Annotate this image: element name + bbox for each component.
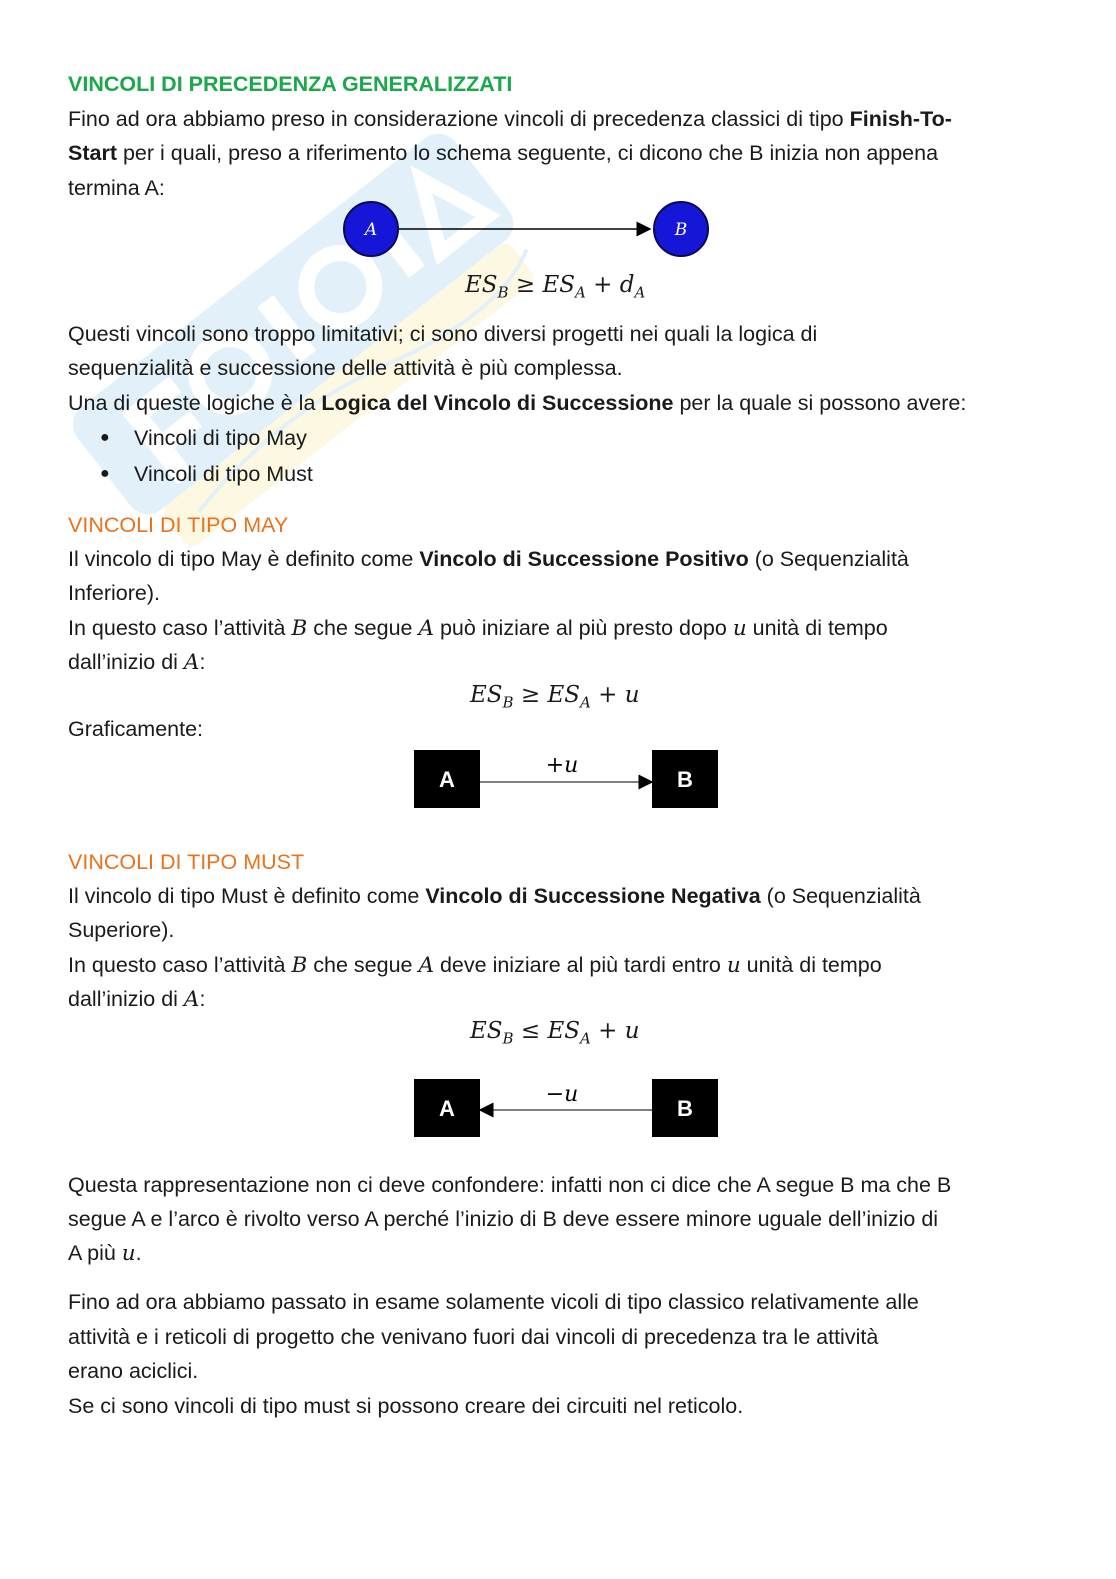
eq-term: + u	[590, 682, 640, 708]
paragraph-line: Superiore).	[68, 918, 175, 942]
paragraph-line: Se ci sono vincoli di tipo must si possono creare dei circuiti nel reticolo.	[68, 1394, 744, 1418]
eq-operator: ≥	[513, 682, 548, 708]
text-span: deve iniziare al più tardi entro	[434, 953, 727, 977]
may-constraint-diagram	[412, 748, 722, 810]
section-heading-must: VINCOLI DI TIPO MUST	[68, 850, 305, 874]
section-heading-generalized: VINCOLI DI PRECEDENZA GENERALIZZATI	[68, 72, 513, 96]
eq-subscript: A	[575, 283, 586, 302]
text-span: unità di tempo	[746, 616, 888, 640]
box-b-label: B	[677, 1096, 693, 1121]
eq-term: ES	[547, 1018, 581, 1044]
math-var: A	[183, 650, 200, 675]
text-span: può iniziare al più presto dopo	[434, 616, 733, 640]
node-a-label: A	[364, 220, 378, 240]
paragraph-line: termina A:	[68, 176, 165, 200]
math-var: A	[418, 616, 434, 641]
paragraph-line	[68, 141, 938, 166]
paragraph-line: Fino ad ora abbiamo passato in esame solamente vicoli di tipo classico relativamente alle	[68, 1290, 919, 1314]
paragraph-line	[68, 1241, 142, 1266]
eq-subscript: B	[497, 283, 509, 302]
must-constraint-diagram	[412, 1077, 722, 1139]
section-heading-may: VINCOLI DI TIPO MAY	[68, 513, 289, 537]
node-b-label: B	[674, 220, 688, 240]
paragraph-line: sequenzialità e successione delle attività è più complessa.	[68, 356, 623, 380]
paragraph-line: segue A e l’arco è rivolto verso A perché l’inizio di B deve essere minore uguale dell’inizio di	[68, 1207, 939, 1231]
text-span: Il vincolo di tipo May è definito come	[68, 547, 420, 571]
eq-term: d	[619, 272, 635, 298]
bold-term: Logica del Vincolo di Successione	[321, 391, 674, 415]
math-var: B	[291, 953, 308, 978]
paragraph-line	[68, 547, 909, 572]
arc-label-minus-u: −u	[545, 1082, 579, 1107]
paragraph-line	[68, 616, 888, 641]
eq-subscript: B	[502, 693, 514, 712]
box-a-label: A	[439, 1096, 455, 1121]
eq-term: ES	[470, 1018, 503, 1044]
eq-operator: ≤	[513, 1018, 548, 1044]
text-span: Una di queste logiche è la	[68, 391, 322, 415]
text-span: dall’inizio di	[68, 987, 184, 1011]
bold-term: Finish-To-	[849, 107, 952, 131]
math-var: u	[121, 1241, 136, 1266]
paragraph-line	[68, 953, 882, 978]
math-var: u	[726, 953, 741, 978]
paragraph-line	[68, 987, 205, 1012]
paragraph-line: attività e i reticoli di progetto che venivano fuori dai vincoli di precedenza tra le attività	[68, 1325, 879, 1349]
text-span: che segue	[307, 953, 419, 977]
bullet-dot: ●	[100, 429, 110, 446]
math-var: A	[183, 987, 200, 1012]
bullet-dot: ●	[100, 465, 110, 482]
text-span: per la quale si possono avere:	[673, 391, 967, 415]
eq-term: ES	[547, 682, 581, 708]
bold-term: Start	[68, 141, 117, 165]
text-span: dall’inizio di	[68, 650, 184, 674]
paragraph-line: erano aciclici.	[68, 1359, 199, 1383]
math-var: u	[732, 616, 747, 641]
bold-term: Vincolo di Successione Negativa	[425, 884, 761, 908]
eq-term: ES	[470, 682, 503, 708]
paragraph-line: Questa rappresentazione non ci deve confondere: infatti non ci dice che A segue B ma che B	[68, 1173, 952, 1197]
paragraph-line	[68, 884, 921, 909]
paragraph-line: Graficamente:	[68, 717, 204, 741]
eq-subscript: A	[634, 283, 646, 302]
eq-operator: +	[585, 272, 620, 298]
paragraph-line	[68, 650, 205, 675]
text-span: Il vincolo di tipo Must è definito come	[68, 884, 426, 908]
eq-subscript: B	[502, 1029, 514, 1048]
eq-subscript: A	[580, 693, 591, 712]
eq-operator: ≥	[508, 272, 543, 298]
paragraph-line: Inferiore).	[68, 581, 161, 605]
text-span: Fino ad ora abbiamo preso in considerazione vincoli di precedenza classici di tipo	[68, 107, 850, 131]
fs-precedence-diagram	[330, 196, 720, 262]
text-span: (o Sequenzialità	[760, 884, 921, 908]
eq-term: ES	[465, 272, 498, 298]
text-span: .	[135, 1241, 142, 1265]
text-span: (o Sequenzialità	[748, 547, 909, 571]
equation-may	[470, 682, 640, 712]
text-span: unità di tempo	[740, 953, 882, 977]
text-span: In questo caso l’attività	[68, 616, 292, 640]
list-item: Vincoli di tipo May	[134, 426, 307, 450]
arc-label-plus-u: +u	[545, 753, 579, 778]
paragraph-line	[68, 391, 966, 416]
text-span: per i quali, preso a riferimento lo schema seguente, ci dicono che B inizia non appena	[116, 141, 939, 165]
box-a-label: A	[439, 767, 455, 792]
list-item: Vincoli di tipo Must	[134, 462, 313, 486]
text-span: :	[199, 987, 206, 1011]
bold-term: Vincolo di Successione Positivo	[419, 547, 749, 571]
paragraph-line	[68, 107, 952, 132]
eq-subscript: A	[580, 1029, 591, 1048]
equation-must	[470, 1018, 640, 1048]
paragraph-line: Questi vincoli sono troppo limitativi; ci sono diversi progetti nei quali la logica di	[68, 322, 818, 346]
text-span: A più	[68, 1241, 122, 1265]
equation-finish-to-start	[465, 272, 645, 302]
math-var: A	[418, 953, 434, 978]
eq-term: + u	[590, 1018, 640, 1044]
text-span: che segue	[307, 616, 419, 640]
box-b-label: B	[677, 767, 693, 792]
math-var: B	[291, 616, 308, 641]
text-span: In questo caso l’attività	[68, 953, 292, 977]
eq-term: ES	[542, 272, 576, 298]
text-span: :	[199, 650, 206, 674]
